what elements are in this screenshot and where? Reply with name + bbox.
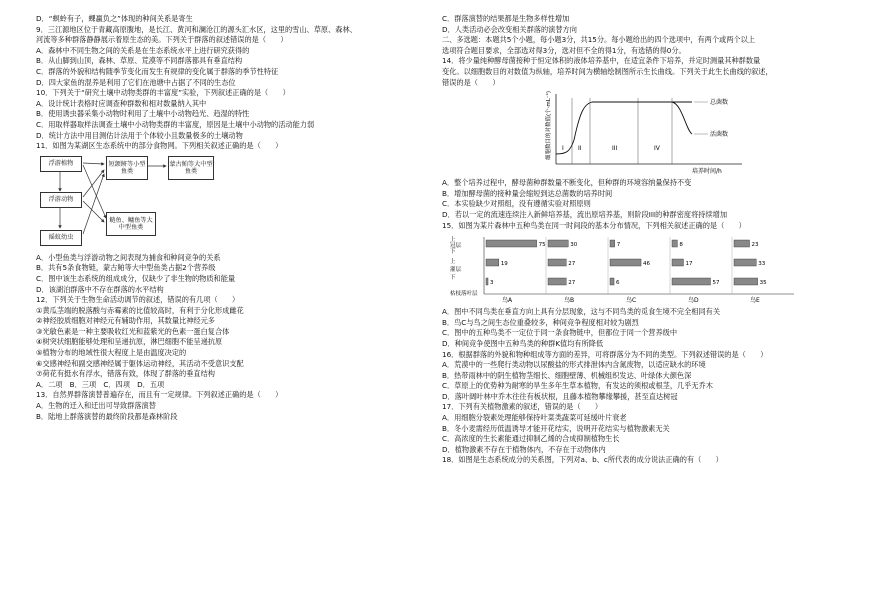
questions-15-18 xyxy=(442,307,842,466)
text-line: ③光敏色素是一种主要吸收红光和蓝紫光的色素一蛋白复合体 xyxy=(36,326,230,336)
text-line: D．若以一定的流速连续注入新鲜培养基，流出原培养基，则阶段III的种群密度将持续增加 xyxy=(442,209,728,219)
bird-bar xyxy=(486,278,488,285)
text-line: 错误的是（ ） xyxy=(442,77,500,87)
bird-bar xyxy=(486,240,537,247)
text-line: B．共有5条食物链，蒙古鲌等大中型鱼类占据2个营养级 xyxy=(36,263,216,273)
layer-label: 下 xyxy=(450,249,456,256)
text-line: ①黄瓜茎端的脱落酸与赤霉素的比值较高时，有利于分化形成雌花 xyxy=(36,305,244,315)
bird-bar xyxy=(734,259,756,266)
bird-label: 鸟B xyxy=(564,297,575,305)
text-line: B．使用诱虫器采集小动物时利用了土壤中小动物趋光、趋湿的特性 xyxy=(36,109,250,119)
bird-bar xyxy=(672,240,677,247)
bird-bar xyxy=(610,240,615,247)
text-line: ⑥交感神经和副交感神经属于躯体运动神经，其活动不受意识支配 xyxy=(36,358,244,368)
text-line: D．统计方法中用目测估计法用于个体较小且数量极多的土壤动物 xyxy=(36,130,243,140)
bird-bar xyxy=(548,278,566,285)
text-line: B．热带雨林中的阴生植物茎细长、细胞壁薄、机械组织发达、叶绿体大颜色深 xyxy=(442,370,692,380)
text-line: D．植物激素不存在于植物体内，不存在于动物体内 xyxy=(442,444,606,454)
questions-14-15 xyxy=(442,178,842,231)
food-web-diagram xyxy=(38,154,238,250)
text-line: A．二项 B．三项 C．四项 D．五项 xyxy=(36,379,165,389)
bird-bar xyxy=(734,240,750,247)
text-line: 河流等多种群落静静展示着原生态的美。下列关于群落的叙述错误的是（ ） xyxy=(36,35,288,45)
layer-label: 下 xyxy=(450,275,456,282)
text-line: 选项符合题目要求，全部选对得3分，选对但不全的得1分，有选错的得0分。 xyxy=(442,45,686,55)
layer-label: 上 xyxy=(450,259,456,266)
bird-bar xyxy=(486,259,499,266)
text-line: A．森林中不同生物之间的关系是在生态系统水平上进行研究获得的 xyxy=(36,45,250,55)
bird-distribution-figure xyxy=(446,233,826,305)
growth-curve xyxy=(542,90,802,176)
text-line: 变化。以细胞数目的对数值为纵轴，培养时间为横轴绘制图所示生长曲线。下列关于此生长曲线的叙述， xyxy=(442,66,773,76)
node-large-fish-1: 蒙古鲌等大中型鱼类 xyxy=(168,156,214,180)
text-line: 11．如图为某湖区生态系统中的部分食物网。下列相关叙述正确的是（ ） xyxy=(36,141,283,151)
bird-bar-value: 8 xyxy=(679,242,683,249)
text-line: B．陆地上群落演替的最终阶段都是森林阶段 xyxy=(36,411,178,421)
text-line: B．鸟C与鸟之间生态位重叠较多，种间竞争程度相对较为剧烈 xyxy=(442,317,639,327)
layer-label: 冠层 xyxy=(450,243,462,250)
text-line: 10．下列关于“研究土壤中动物类群的丰富度”实验，下列叙述正确的是（ ） xyxy=(36,88,290,98)
text-line: C．群落演替的结果都是生物多样性增加 xyxy=(442,14,570,23)
curve-total-label: 总菌数 xyxy=(710,99,729,107)
bird-bar-value: 75 xyxy=(538,242,546,249)
text-line: D．种间竞争使图中五种鸟类的种群K值均有所降低 xyxy=(442,338,604,348)
bird-bar xyxy=(610,259,641,266)
bird-bar xyxy=(610,278,614,285)
bird-label: 鸟A xyxy=(502,297,513,305)
text-line: ⑦荷花有挺水有浮水，错落有致，体现了群落的垂直结构 xyxy=(36,369,215,379)
phase-4: IV xyxy=(654,145,660,153)
bird-label: 鸟D xyxy=(688,297,699,305)
text-line: D．四大家鱼的混养是利用了它们在池塘中占据了不同的生态位 xyxy=(36,77,236,87)
node-midge-larva: 摇蚊幼虫 xyxy=(40,230,82,246)
text-line: 9．三江源地区位于青藏高原腹地，是长江、黄河和澜沧江的源头汇水区，这里的雪山、草原、森林、 xyxy=(36,24,357,34)
text-line: 15．如图为某片森林中五种鸟类在同一时间段的基本分布情况，下列相关叙述正确的是（ ） xyxy=(442,220,746,230)
text-line: A．荒漠中的一些爬行类动物以尿酸盐的形式排泄体内含氮废物，以适应缺水的环境 xyxy=(442,360,706,370)
bird-bar xyxy=(548,240,568,247)
text-line: A．用细胞分裂素处理能够保持叶菜类蔬菜可延缓叶片衰老 xyxy=(442,413,627,423)
text-line: 13．自然界群落演替普遍存在，而且有一定规律。下列叙述正确的是（ ） xyxy=(36,390,283,400)
bird-label: 鸟C xyxy=(626,297,637,305)
bird-bar-value: 27 xyxy=(568,280,576,287)
growth-curve-figure xyxy=(542,90,802,176)
text-line: 16．根据群落的外貌和物种组成等方面的差异，可将群落分为不同的类型。下列叙述错误的是（ ） xyxy=(442,349,768,359)
text-line: A．图中不同鸟类在垂直方向上具有分层现象，这与不同鸟类的觅食生境不完全相同有关 xyxy=(442,307,721,317)
text-line: C．本实验缺少对照组，没有遵循实验对照原则 xyxy=(442,199,591,209)
text-line: ④树突状细胞能够处理和呈递抗原，淋巴细胞不能呈递抗原 xyxy=(36,337,223,347)
text-line: 18．如图是生态系统成分的关系图，下列对a、b、c所代表的成分说法正确的有（ ） xyxy=(442,455,723,465)
bird-bar xyxy=(672,259,683,266)
bird-bar xyxy=(672,278,710,285)
layer-label: 上 xyxy=(450,237,456,244)
bird-bar-value: 23 xyxy=(751,242,759,249)
text-line: D．该湖泊群落中不存在群落的水平结构 xyxy=(36,284,164,294)
text-line: A．设计统计表格时应调查种群数和相对数量纳入其中 xyxy=(36,98,207,108)
questions-13-14 xyxy=(442,14,842,88)
text-line: C．群落的外貌和结构随季节变化而发生有规律的变化属于群落的季节性特征 xyxy=(36,66,279,76)
bird-distribution-chart xyxy=(446,233,826,305)
bird-label: 鸟E xyxy=(750,297,760,305)
bird-bar xyxy=(734,278,758,285)
bird-bar-value: 35 xyxy=(759,280,767,287)
phase-2: II xyxy=(578,145,582,153)
text-line: 17．下列有关植物激素的叙述，错误的是（ ） xyxy=(442,402,603,412)
bird-bar-value: 3 xyxy=(490,280,494,287)
text-line: D．落叶阔叶林中乔木往往有板状根，且藤本植物攀缘攀援，甚至直达树冠 xyxy=(442,391,678,401)
text-line: A．生物的迁入和迁出可导致群落演替 xyxy=(36,401,156,411)
text-line: 14．将少量纯种酵母菌接种于恒定体积的液体培养基中，在适宜条件下培养，并定时测量其种群数量 xyxy=(442,56,761,66)
text-line: B．增加酵母菌的接种量会缩短到达总菌数的培养时间 xyxy=(442,188,613,198)
text-line: C．用取样器取样法调查土壤中小动物类群的丰富度，原因是土壤中小动物的活动能力弱 xyxy=(36,119,315,129)
node-small-fish: 短颌鲚等小型鱼类 xyxy=(106,156,148,180)
text-line: B．冬小麦需经历低温诱导才能开花结实，说明开花结实与植物激素无关 xyxy=(442,423,670,433)
layer-label: 枯枝落叶层 xyxy=(450,291,478,298)
bird-bar-value: 17 xyxy=(685,261,693,268)
bird-bar xyxy=(548,259,566,266)
phase-3: III xyxy=(612,145,618,153)
text-line: A．整个培养过程中，酵母菌种群数量不断变化，但种群的环境容纳量保持不变 xyxy=(442,178,692,188)
node-zooplankton: 浮游动物 xyxy=(40,192,82,208)
curve-viable-label: 活菌数 xyxy=(710,131,729,139)
node-phytoplankton: 浮游植物 xyxy=(40,156,82,172)
bird-bar-value: 27 xyxy=(568,261,576,268)
left-column xyxy=(36,14,444,422)
bird-bar-value: 7 xyxy=(616,242,621,249)
bird-bar-value: 57 xyxy=(712,280,720,287)
bird-bar-value: 6 xyxy=(616,280,620,287)
text-line: B．从山脚到山顶，森林、草原、荒漠等不同群落都具有垂直结构 xyxy=(36,56,243,66)
right-column xyxy=(442,14,842,466)
text-line: 二、多选题：本题共5个小题，每小题3分，共15分。每小题给出的四个选项中，有两个或两个以上 xyxy=(442,35,755,45)
text-line: C．图中该生态系统的组成成分，仅缺少了非生物的物质和能量 xyxy=(36,273,236,283)
growth-y-label: 细胞数目的对数值(个·mL⁻¹) xyxy=(546,91,552,161)
text-line: D．人类活动必会改变相关群落的演替方向 xyxy=(442,24,577,34)
text-line: A．小型鱼类与浮游动物之间表现为捕食和种间竞争的关系 xyxy=(36,252,221,262)
growth-x-label: 培养时间/h xyxy=(692,168,722,176)
questions-11-13 xyxy=(36,253,444,423)
text-line: D．“螟蛉有子，蜾蠃负之”体现的种间关系是寄生 xyxy=(36,14,193,23)
node-large-fish-2: 鲢鱼、鳙鱼等大中型鱼类 xyxy=(106,212,156,236)
layer-label: 灌层 xyxy=(450,267,462,274)
questions-8-11 xyxy=(36,14,444,152)
bird-bar-value: 46 xyxy=(643,261,651,268)
bird-bar-value: 30 xyxy=(570,242,578,249)
text-line: C．高浓度的生长素能通过抑制乙烯的合成抑制植物生长 xyxy=(442,434,620,444)
text-line: ②神经胶质细胞对神经元有辅助作用，其数量比神经元多 xyxy=(36,316,215,326)
text-line: 12．下列关于生物生命活动调节的叙述，错误的有几项（ ） xyxy=(36,295,240,305)
phase-1: I xyxy=(562,145,564,153)
text-line: C．草原上的优势种为耐寒的旱生多年生草本植物，有发达的须根或根茎，几乎无乔木 xyxy=(442,381,713,391)
text-line: C．图中的五种鸟类不一定位于同一条食物链中，但都位于同一个营养级中 xyxy=(442,328,678,338)
bird-bar-value: 33 xyxy=(758,261,766,268)
bird-bar-value: 19 xyxy=(500,261,508,268)
text-line: ⑤植物分布的地域性很大程度上是由温度决定的 xyxy=(36,348,187,358)
